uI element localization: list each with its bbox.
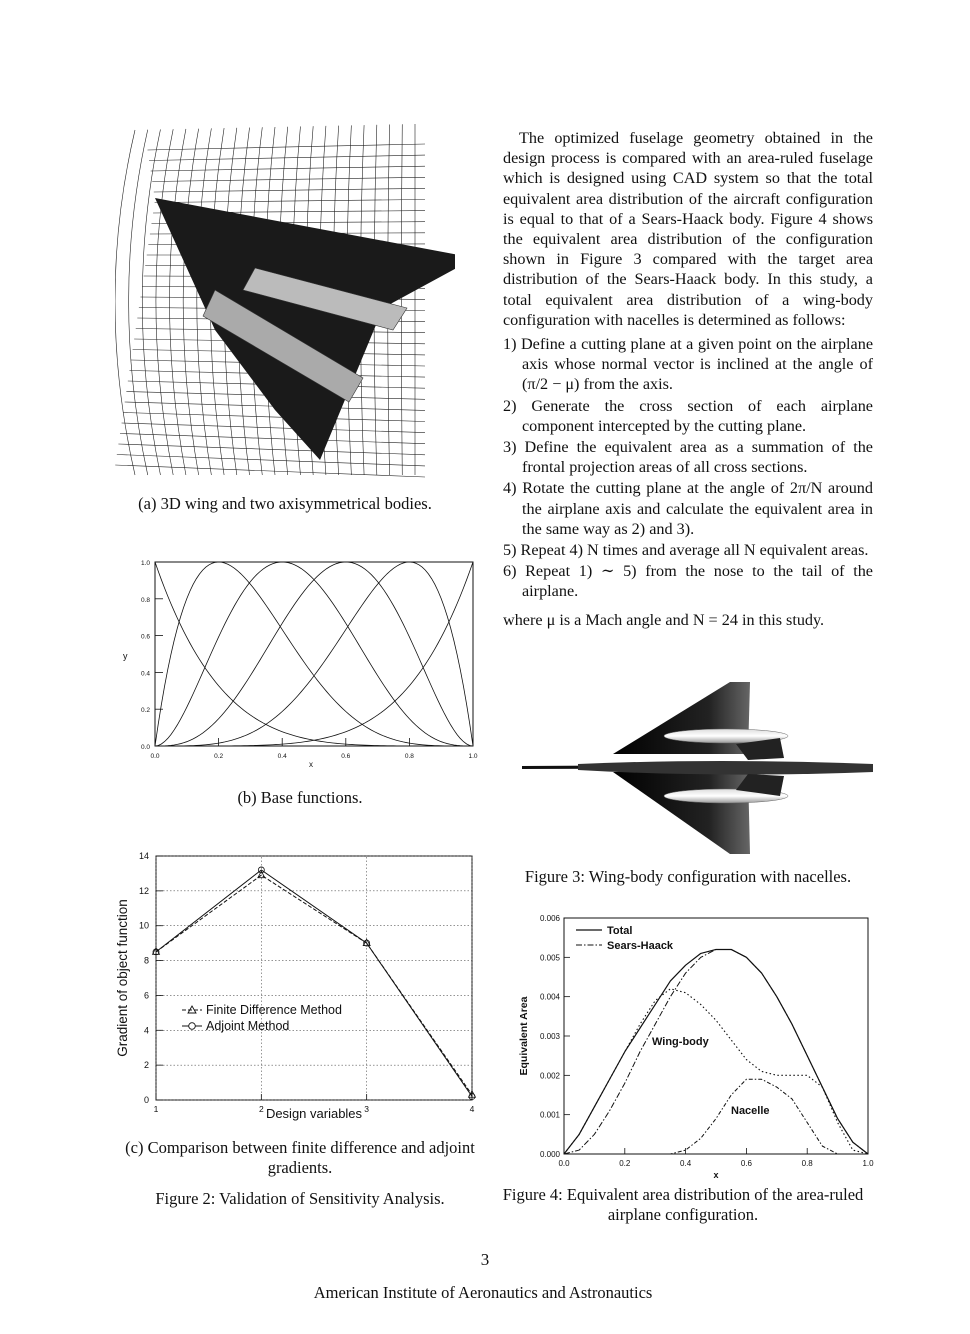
y-tick-label: 10 — [138, 920, 149, 931]
step-item: 5) Repeat 4) N times and average all N equivalent areas. — [503, 541, 869, 560]
x-tick-label: 0.8 — [801, 1159, 813, 1168]
fig3-caption: Figure 3: Wing-body configuration with nacelles. — [524, 867, 852, 886]
y-tick-label: 0.000 — [539, 1150, 560, 1159]
base-function-curve — [155, 562, 473, 746]
y-tick-label: 0.002 — [539, 1071, 560, 1081]
legend — [576, 925, 674, 952]
x-tick-label: 0.4 — [277, 753, 287, 760]
finite-difference-line — [156, 875, 472, 1095]
x-tick-label: 1 — [153, 1104, 159, 1114]
base-function-curve — [155, 562, 473, 746]
where-text: where μ is a Mach angle and N = 24 in this study. — [503, 610, 825, 629]
mesh-line — [115, 465, 425, 477]
fig2a-caption: (a) 3D wing and two axisymmetrical bodies. — [138, 494, 432, 513]
legend-sears-haack: Sears-Haack — [607, 940, 674, 952]
mesh-line — [154, 188, 425, 192]
mesh-line — [152, 177, 425, 181]
legend-finite-difference: Finite Difference Method — [206, 1003, 342, 1017]
legend-total: Total — [607, 925, 633, 937]
y-tick-label: 0.2 — [140, 707, 150, 715]
x-tick-label: 1.0 — [862, 1159, 874, 1168]
step-item: 2) Generate the cross section of each airplane component intercepted by the cutting plane. — [503, 396, 873, 435]
y-tick-label: 0.0 — [140, 744, 150, 751]
mesh-line — [122, 423, 425, 433]
x-tick-label: 0.6 — [341, 753, 351, 760]
y-tick-label: 1.0 — [140, 560, 150, 567]
plot-frame — [155, 562, 473, 746]
y-axis-label: Equivalent Area — [518, 996, 530, 1076]
label-wing-body: Wing-body — [652, 1036, 709, 1048]
nacelle-line — [564, 1079, 868, 1154]
x-axis-label: x — [309, 760, 313, 769]
page-number: 3 — [480, 1250, 490, 1269]
x-tick-label: 4 — [469, 1104, 475, 1114]
step-item: 3) Define the equivalent area as a summation of the frontal projection areas of all cross sections. — [503, 438, 873, 477]
y-tick-label: 2 — [143, 1060, 149, 1071]
fig2-caption: Figure 2: Validation of Sensitivity Analysis. — [155, 1189, 445, 1208]
x-tick-label: 0.2 — [214, 753, 224, 760]
y-tick-label: 0.004 — [539, 992, 560, 1002]
x-tick-label: 1.0 — [468, 753, 478, 760]
y-tick-label: 0.005 — [539, 953, 560, 963]
y-tick-label: 14 — [138, 851, 149, 861]
x-tick-label: 2 — [258, 1104, 264, 1114]
y-tick-label: 0.4 — [140, 670, 150, 678]
mesh-line — [151, 166, 425, 171]
equivalent-area-chart — [512, 908, 882, 1180]
step-item: 4) Rotate the cutting plane at the angle of 2π/N around the airplane axis and calculate the equivalent area in the same way as 2) and 3). — [503, 479, 873, 538]
wing-shape — [155, 198, 455, 460]
sears-haack-line — [564, 949, 868, 1154]
wing-body-config-figure — [518, 678, 878, 858]
y-tick-label: 4 — [143, 1025, 149, 1036]
base-function-curve — [155, 562, 473, 746]
plot-frame — [156, 856, 472, 1100]
total-line — [564, 949, 868, 1154]
mesh-line — [401, 124, 402, 475]
mesh-line — [117, 455, 425, 466]
mesh-line — [148, 144, 426, 150]
y-tick-label: 8 — [143, 955, 149, 966]
base-function-curve — [155, 562, 473, 746]
mesh-line — [155, 200, 425, 203]
base-function-curve — [155, 562, 473, 746]
base-function-curve — [155, 562, 473, 746]
y-tick-label: 0.006 — [539, 914, 560, 923]
x-tick-label: 0.8 — [404, 753, 414, 760]
x-tick-label: 0.2 — [619, 1159, 631, 1168]
x-tick-label: 3 — [364, 1104, 370, 1114]
procedure-steps — [503, 334, 873, 602]
x-axis-label: x — [713, 1170, 719, 1180]
label-nacelle: Nacelle — [731, 1105, 770, 1117]
y-tick-label: 12 — [138, 885, 149, 896]
step-item: 6) Repeat 1) ∼ 5) from the nose to the tail of the airplane. — [503, 562, 873, 601]
lower-wing — [613, 772, 750, 854]
legend — [182, 1003, 342, 1033]
adjoint-line — [156, 870, 472, 1097]
y-tick-label: 0 — [143, 1095, 149, 1105]
y-tick-label: 0.003 — [539, 1032, 560, 1041]
x-tick-label: 0.0 — [150, 753, 160, 760]
mesh-line — [120, 434, 425, 444]
footer-text: American Institute of Aeronautics and Astronautics — [313, 1283, 653, 1302]
x-axis-label: Design variables — [265, 1106, 363, 1121]
mesh-line — [149, 155, 425, 160]
y-tick-label: 0.6 — [140, 633, 150, 641]
fig2b-caption: (b) Base functions. — [237, 788, 363, 807]
y-tick-label: 6 — [143, 990, 149, 1001]
step-item: 1) Define a cutting plane at a given point on the airplane axis whose normal vector is inclined at the angle of (π/2 − μ) from the axis. — [503, 335, 873, 394]
y-tick-label: 0.001 — [539, 1110, 560, 1120]
fig2c-caption: (c) Comparison between finite difference and adjoint gradients. — [125, 1138, 475, 1177]
legend-adjoint: Adjoint Method — [206, 1019, 290, 1033]
wing-body-line — [564, 989, 868, 1154]
fig4-caption: Figure 4: Equivalent area distribution of the area-ruled airplane configuration. — [502, 1185, 864, 1224]
y-tick-label: 0.8 — [140, 596, 150, 604]
x-tick-label: 0.6 — [740, 1159, 752, 1168]
body-paragraph: The optimized fuselage geometry obtained in the design process is compared with an area-ruled fuselage which is designed using CAD system so that the total equivalent area distribution of the aircraft configuration is equal to that of a Sears-Haack body. Figure 4 shows the equivalent area distribution of the configuration shown in Figure 3 compared with the target area distribution of the Sears-Haack body. In this study, a total equivalent area distribution of a wing-body configuration with nacelles is determined as follows: — [503, 129, 873, 329]
mesh-line — [123, 413, 425, 422]
x-tick-label: 0.0 — [558, 1159, 570, 1168]
wing-mesh-figure — [115, 120, 455, 480]
plot-frame — [564, 918, 868, 1154]
x-tick-label: 0.4 — [680, 1159, 692, 1168]
y-axis-label: y — [123, 651, 128, 661]
base-functions-chart — [115, 555, 485, 775]
gradient-comparison-chart — [110, 848, 485, 1124]
y-axis-label: Gradient of object function — [115, 899, 130, 1057]
